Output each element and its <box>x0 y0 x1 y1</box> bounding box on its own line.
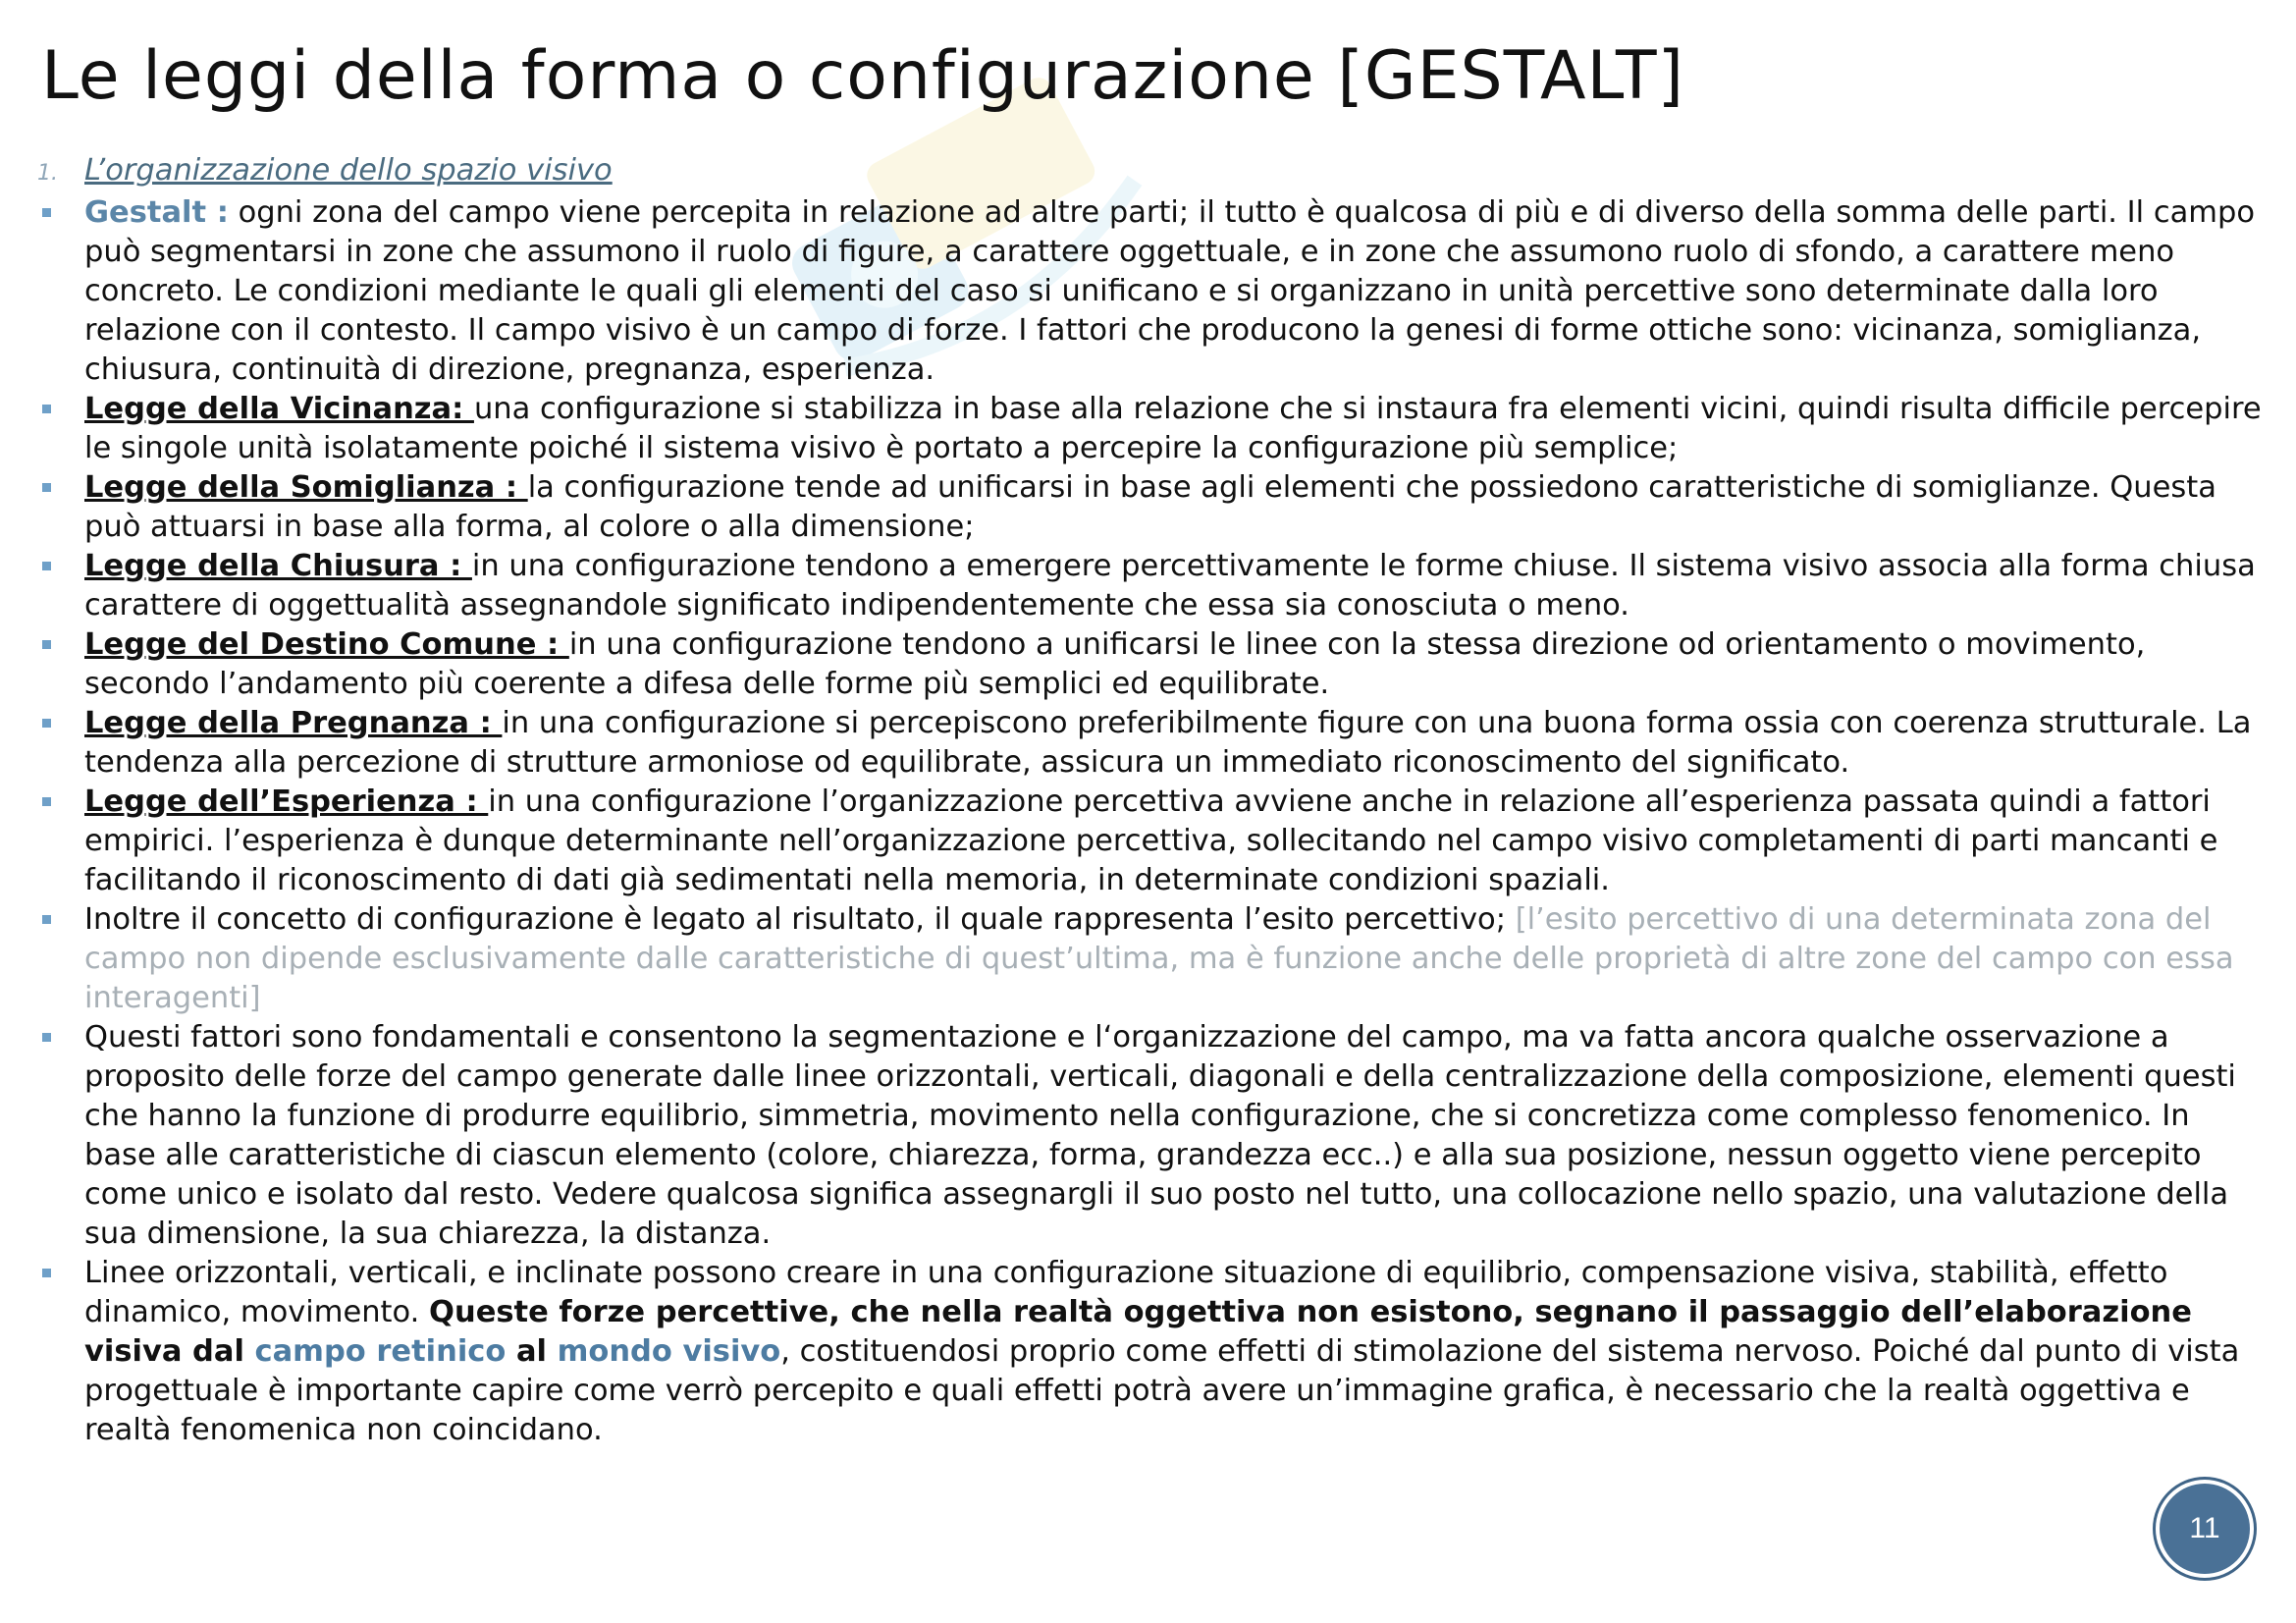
term-chiusura: Legge della Chiusura : <box>84 549 472 583</box>
list-item-pregnanza <box>37 704 2266 783</box>
list-item-inoltre <box>37 900 2266 1018</box>
term-destino: Legge del Destino Comune : <box>84 627 569 662</box>
subheading-number: 1. <box>37 161 58 186</box>
text-linee-start: Linee orizzontali, verticali, e inclinate possono creare in una configurazione situazione di equilibrio, compensazione visiva, stabilità, effetto dinamico, movimento. <box>84 1256 2168 1329</box>
list-item-linee <box>37 1254 2266 1450</box>
bullet-square-icon <box>42 208 51 217</box>
text-chiusura: in una configurazione tendono a emergere percettivamente le forme chiuse. Il sistema visivo associa alla forma chiusa carattere di oggettualità assegnandole significato indipendentemente che essa sia conosciuta o meno. <box>84 549 2256 622</box>
text-gestalt: ogni zona del campo viene percepita in relazione ad altre parti; il tutto è qualcosa di più e di diverso della somma delle parti. Il campo può segmentarsi in zone che assumono il ruolo di figure, a carattere oggettuale, e in zone che assumono ruolo di sfondo, a carattere meno concreto. Le condizioni mediante le quali gli elementi del caso si unificano e si organizzano in unità percettive sono determinate dalla loro relazione con il contesto. Il campo visivo è un campo di forze. I fattori che producono la genesi di forme ottiche sono: vicinanza, somiglianza, chiusura, continuità di direzione, pregnanza, esperienza. <box>84 195 2256 387</box>
list-item-gestalt <box>37 193 2266 390</box>
text-inoltre-note: [l’esito percettivo di una determinata zona del campo non dipende esclusivamente dalle caratteristiche di quest’ultima, ma è funzione anche delle proprietà di altre zone del campo con essa interagenti] <box>84 902 2234 1015</box>
list-item-fattori <box>37 1018 2266 1254</box>
list-item-chiusura <box>37 547 2266 625</box>
text-pregnanza: in una configurazione si percepiscono preferibilmente figure con una buona forma ossia con coerenza strutturale. La tendenza alla percezione di strutture armoniose od equilibrate, assicura un immediato riconoscimento del significato. <box>84 706 2252 780</box>
term-vicinanza: Legge della Vicinanza: <box>84 392 474 426</box>
page-number-badge <box>2160 1484 2250 1574</box>
text-linee-end: , costituendosi proprio come effetti di stimolazione del sistema nervoso. Poiché dal punto di vista progettuale è importante capire come verrò percepito e quali effetti potrà avere un’immagine grafica, è necessario che la realtà oggettiva e realtà fenomenica non coincidano. <box>84 1334 2240 1447</box>
subheading <box>37 151 2266 193</box>
bullet-square-icon <box>42 719 51 728</box>
text-esperienza: in una configurazione l’organizzazione percettiva avviene anche in relazione all’esperienza passata quindi a fattori empirici. l’esperienza è dunque determinante nell’organizzazione percettiva, sollecitando nel campo visivo completamenti di parti mancanti e facilitando il riconoscimento di dati già sedimentati nella memoria, in determinate condizioni spaziali. <box>84 784 2218 897</box>
bullet-square-icon <box>42 640 51 649</box>
term-gestalt: Gestalt : <box>84 195 229 230</box>
list-item-esperienza <box>37 783 2266 900</box>
bullet-square-icon <box>42 797 51 806</box>
list-item-destino <box>37 625 2266 704</box>
bullet-square-icon <box>42 562 51 570</box>
slide-content <box>37 151 2266 1450</box>
term-esperienza: Legge dell’Esperienza : <box>84 784 489 819</box>
slide-title: Le leggi della forma o configurazione [GESTALT] <box>41 37 1685 115</box>
text-somiglianza: la configurazione tende ad unificarsi in base agli elementi che possiedono caratteristiche di somiglianze. Questa può attuarsi in base alla forma, al colore o alla dimensione; <box>84 470 2216 544</box>
text-inoltre: Inoltre il concetto di configurazione è legato al risultato, il quale rappresenta l’esito percettivo; <box>84 902 1516 937</box>
text-vicinanza: una configurazione si stabilizza in base alla relazione che si instaura fra elementi vicini, quindi risulta difficile percepire le singole unità isolatamente poiché il sistema visivo è portato a percepire la configurazione più semplice; <box>84 392 2262 465</box>
bullet-square-icon <box>42 405 51 413</box>
text-fattori: Questi fattori sono fondamentali e consentono la segmentazione e l‘organizzazione del campo, ma va fatta ancora qualche osservazione a proposito delle forze del campo generate dalle linee orizzontali, verticali, diagonali e della centralizzazione della composizione, elementi questi che hanno la funzione di produrre equilibrio, simmetria, movimento nella configurazione, che si concretizza come complesso fenomenico. In base alle caratteristiche di ciascun elemento (colore, chiarezza, forma, grandezza ecc..) e alla sua posizione, nessun oggetto viene percepito come unico e isolato dal resto. Vedere qualcosa significa assegnargli il suo posto nel tutto, una collocazione nello spazio, una valutazione della sua dimensione, la sua chiarezza, la distanza. <box>84 1020 2236 1251</box>
term-mondo-visivo: mondo visivo <box>557 1334 781 1369</box>
text-linee-bold: Queste forze percettive, che nella realtà oggettiva non esistono, segnano il passaggio dell’elaborazione visiva dal <box>84 1295 2192 1369</box>
bullet-list <box>37 193 2266 1450</box>
term-campo-retinico: campo retinico <box>254 1334 507 1369</box>
bullet-square-icon <box>42 1269 51 1277</box>
bullet-square-icon <box>42 483 51 492</box>
text-destino: in una configurazione tendono a unificarsi le linee con la stessa direzione od orientamento o movimento, secondo l’andamento più coerente a difesa delle forme più semplici ed equilibrate. <box>84 627 2146 701</box>
list-item-vicinanza <box>37 390 2266 468</box>
page-number: 11 <box>2189 1512 2220 1544</box>
term-pregnanza: Legge della Pregnanza : <box>84 706 503 740</box>
text-linee-al: al <box>506 1334 558 1369</box>
subheading-link[interactable]: L’organizzazione dello spazio visivo <box>84 153 613 188</box>
term-somiglianza: Legge della Somiglianza : <box>84 470 528 505</box>
bullet-square-icon <box>42 915 51 924</box>
bullet-square-icon <box>42 1033 51 1042</box>
list-item-somiglianza <box>37 468 2266 547</box>
